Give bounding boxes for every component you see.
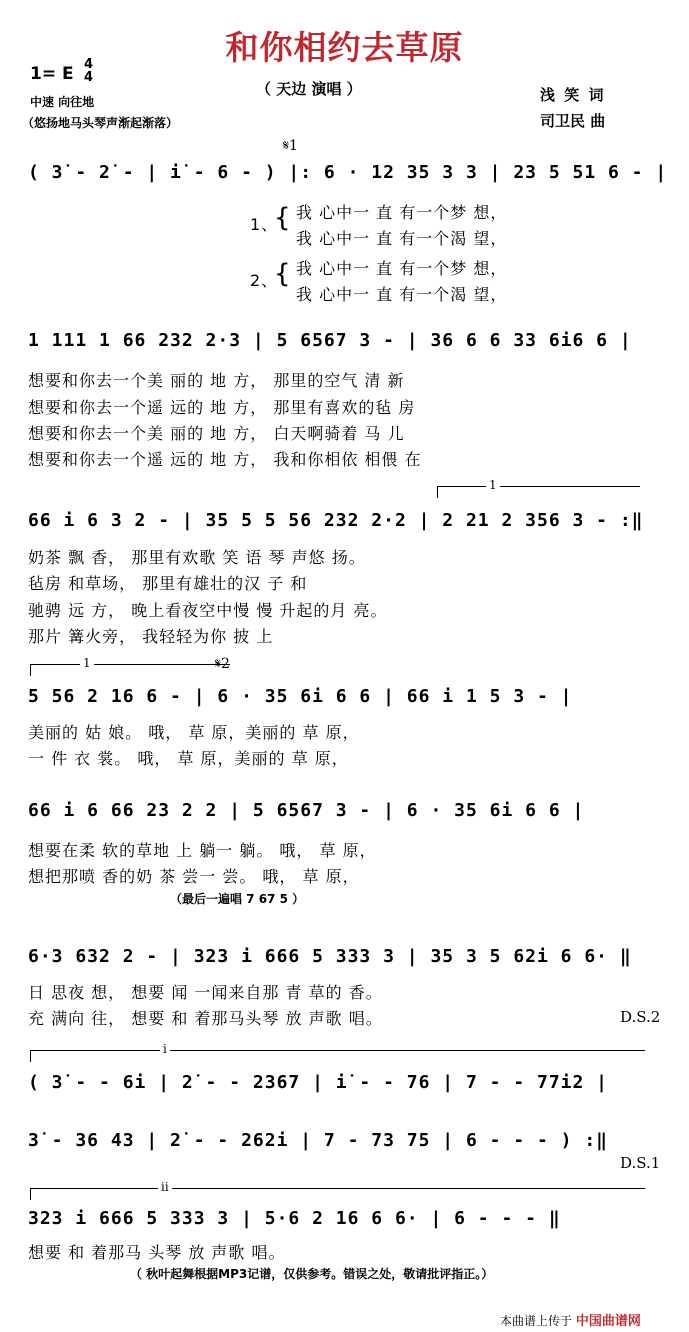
verse-number-1: 1、 [250, 215, 279, 234]
lyric-line-3-4: 那片 篝火旁， 我轻轻为你 披 上 [28, 627, 274, 646]
footnote: （ 秋叶起舞根据MP3记谱，仅供参考。错误之处，敬请批评指正。） [130, 1267, 494, 1281]
score-line-4: 5 56 2 16 6 - | 6 · 35 6i 6 6 | 66 i 1 5 3 - | [28, 686, 573, 707]
score-line-7: ( 3̇ - - 6i | 2̇ - - 2367 | i̇ - - 76 | 7 - - 77i2 | [28, 1072, 609, 1093]
score-line-1: ( 3̇ - 2̇ - | i̇ - 6 - ) |: 6 · 12 35 3 3 | 23 5 51 6 - | [28, 162, 668, 183]
lyric-line-2-4: 想要和你去一个遥 远的 地 方， 我和你相依 相偎 在 [28, 450, 422, 469]
volta-ii-label: ii [158, 1180, 172, 1194]
score-line-3: 66 i 6 3 2 - | 35 5 5 56 232 2·2 | 2 21 2 356 3 - :‖ [28, 510, 644, 531]
footer-upload-text: 本曲谱上传于 [500, 1314, 573, 1328]
score-line-8: 3̇ - 36 43 | 2̇ - - 262i | 7 - 73 75 | 6 - - - ) :‖ [28, 1130, 609, 1151]
lyric-line-6-2: 充 满向 往， 想要 和 着那马头琴 放 声歌 唱。 [28, 1009, 383, 1028]
ds1-mark: D.S.1 [620, 1154, 661, 1172]
key-signature: 1= E [30, 64, 74, 84]
lyric-line-4-2: 一 件 衣 裳。 哦， 草 原，美丽的 草 原， [28, 749, 349, 768]
lyric-line-5-1: 想要在柔 软的草地 上 躺一 躺。 哦， 草 原， [28, 841, 377, 860]
lyric-line-3-1: 奶茶 飘 香， 那里有欢歌 笑 语 琴 声悠 扬。 [28, 548, 366, 567]
time-sig-bottom: 4 [84, 70, 94, 85]
lyric-line-6-1: 日 思夜 想， 想要 闻 一闻来自那 青 草的 香。 [28, 983, 383, 1002]
volta-1-line [437, 486, 640, 487]
lyric-line-1-4: 我 心中一 直 有一个渴 望， [296, 285, 508, 304]
lyric-line-5-2: 想把那喷 香的奶 茶 尝一 尝。 哦， 草 原， [28, 867, 360, 886]
singer: （ 天边 演唱 ） [256, 80, 362, 98]
lyric-line-2-3: 想要和你去一个美 丽的 地 方， 白天啊骑着 马 儿 [28, 424, 405, 443]
volta-i-hook [30, 1050, 31, 1062]
volta-i-label: i [160, 1042, 170, 1056]
last-time-note: （最后一遍唱 7 67 5 ） [170, 892, 305, 906]
lyric-line-2-2: 想要和你去一个遥 远的 地 方， 那里有喜欢的毡 房 [28, 398, 416, 417]
lyric-line-3-2: 毡房 和草场， 那里有雄壮的汉 子 和 [28, 574, 308, 593]
time-signature [84, 58, 93, 84]
lyric-line-2-1: 想要和你去一个美 丽的 地 方， 那里的空气 清 新 [28, 371, 405, 390]
score-line-6: 6·3 632 2 - | 323 i 666 5 333 3 | 35 3 5 62i 6 6· ‖ [28, 946, 632, 967]
lyric-line-9: 想要 和 着那马 头琴 放 声歌 唱。 [28, 1243, 286, 1262]
ds2-mark: D.S.2 [620, 1008, 661, 1026]
volta-ii-line [30, 1188, 645, 1189]
volta-ii-hook [30, 1188, 31, 1200]
footer-upload [500, 1310, 641, 1329]
lyricist-credit: 浅 笑 词 [540, 86, 606, 104]
score-line-9: 323 i 666 5 333 3 | 5·6 2 16 6 6· | 6 - - - ‖ [28, 1208, 561, 1229]
score-line-5: 66 i 6 66 23 2 2 | 5 6567 3 - | 6 · 35 6i 6 6 | [28, 800, 585, 821]
tempo-marking: 中速 向往地 [30, 95, 95, 109]
verse-number-2: 2、 [250, 271, 279, 290]
intro-note: （悠扬地马头琴声渐起渐落） [22, 116, 179, 130]
lyric-line-1-1: 我 心中一 直 有一个梦 想， [296, 203, 508, 222]
lyric-line-1-3: 我 心中一 直 有一个梦 想， [296, 259, 508, 278]
composer-credit: 司卫民 曲 [540, 112, 606, 130]
lyric-line-3-3: 驰骋 远 方， 晚上看夜空中慢 慢 升起的月 亮。 [28, 601, 388, 620]
volta-1b-hook [30, 664, 31, 676]
segno-2: 𝄋2 [215, 656, 230, 672]
score-line-2: 1 111 1 66 232 2·3 | 5 6567 3 - | 36 6 6 33 6i6 6 | [28, 330, 632, 351]
page-title: 和你相约去草原 [225, 28, 464, 67]
volta-1b-line [30, 664, 230, 665]
volta-1-label: 1 [486, 478, 500, 492]
segno-1: 𝄋1 [283, 138, 298, 154]
time-sig-top: 4 [84, 57, 94, 72]
footer-brand-link[interactable]: 中国曲谱网 [575, 1314, 641, 1329]
lyric-line-4-1: 美丽的 姑 娘。 哦， 草 原，美丽的 草 原， [28, 723, 360, 742]
volta-i-line [30, 1050, 645, 1051]
brace-1: { [274, 203, 292, 233]
lyric-line-1-2: 我 心中一 直 有一个渴 望， [296, 229, 508, 248]
volta-1b-label: 1 [80, 656, 94, 670]
brace-2: { [274, 259, 292, 289]
volta-1-hook [437, 486, 438, 498]
